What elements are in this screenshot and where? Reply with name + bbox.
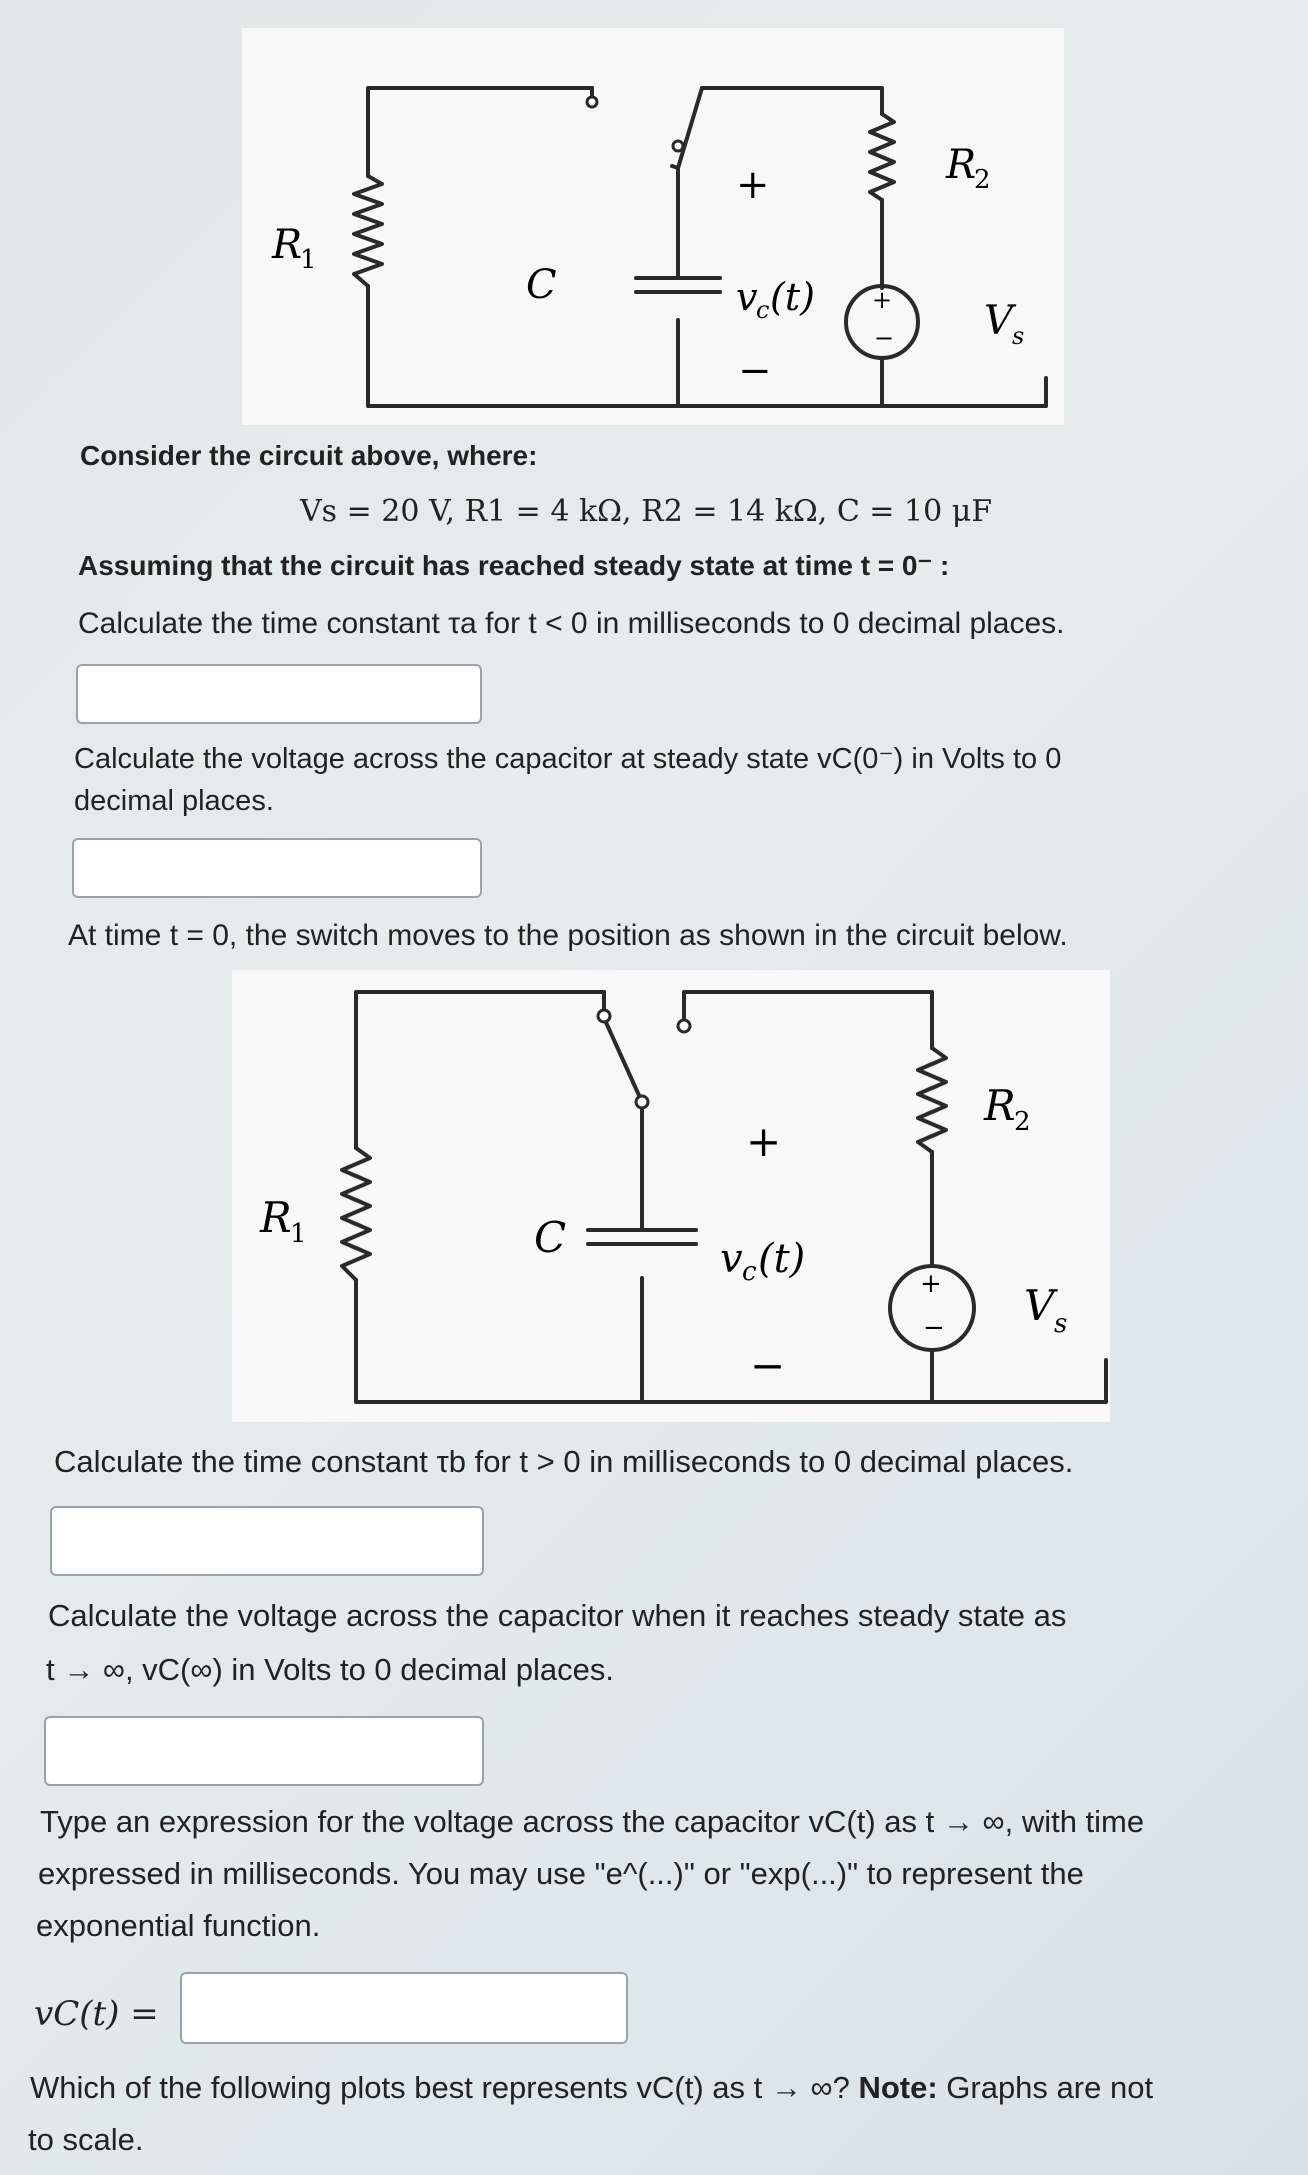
question-plot-text-b: Graphs are not (937, 2070, 1154, 2105)
question-plot-line1 (30, 2066, 1153, 2111)
vs-label: V (984, 298, 1013, 344)
vc-arg: (t) (758, 1236, 806, 1282)
question-vc-inf-line1: Calculate the voltage across the capacitor when it reaches steady state as (48, 1598, 1067, 1633)
switch-contact-right (678, 1020, 690, 1032)
r1-label: R (272, 222, 303, 268)
circuit-bottom-svg (232, 970, 1110, 1422)
switch-note: At time t = 0, the switch moves to the position as shown in the circuit below. (68, 919, 1068, 952)
plus-sign: + (746, 1117, 782, 1166)
switch-pivot (673, 141, 683, 151)
given-values: Vs = 20 V, R1 = 4 kΩ, R2 = 14 kΩ, C = 10 μF (300, 494, 993, 529)
minus-sign: − (738, 348, 772, 394)
tau-b-input[interactable] (52, 1508, 482, 1574)
vs-label: V (1024, 1281, 1055, 1330)
source-plus: + (920, 1269, 942, 1299)
tau-b-answer-box[interactable] (50, 1506, 484, 1576)
r1-label: R (260, 1193, 292, 1242)
r2-label: R (984, 1081, 1016, 1130)
c-label: C (526, 262, 557, 308)
expression-label: vC(t) = (34, 1994, 159, 2034)
intro-text: Consider the circuit above, where: (80, 440, 538, 471)
source-minus: − (874, 324, 895, 352)
switch-pivot (636, 1096, 648, 1108)
source-plus: + (872, 286, 893, 314)
switch-contact-left (598, 1010, 610, 1022)
circuit-top-svg (242, 28, 1064, 425)
circuit-diagram-top (242, 28, 1064, 425)
vc-arg: (t) (770, 275, 815, 319)
question-plot-text-a: Which of the following plots best represents vC(t) as t → ∞? (30, 2070, 859, 2105)
switch-contact-left (587, 97, 597, 107)
c-label: C (534, 1213, 567, 1262)
tau-a-input[interactable] (78, 666, 480, 722)
r2-subscript: 2 (1014, 1107, 1031, 1137)
vs-subscript: s (1054, 1309, 1068, 1339)
r1-subscript: 1 (290, 1219, 307, 1249)
vc-label: v (720, 1236, 743, 1282)
assumption-text: Assuming that the circuit has reached steady state at time t = 0⁻ : (78, 550, 950, 581)
r2-subscript: 2 (974, 165, 991, 195)
question-plot-line2: to scale. (28, 2122, 144, 2157)
question-vc-inf-line2: t → ∞, vC(∞) in Volts to 0 decimal places. (46, 1652, 614, 1687)
vc-expression-answer-box[interactable] (180, 1972, 628, 2044)
vc-subscript: c (756, 296, 770, 324)
vc-label: v (736, 275, 758, 319)
r1-subscript: 1 (300, 245, 317, 275)
note-label: Note: (858, 2070, 938, 2105)
question-expression-line3: exponential function. (36, 1908, 321, 1943)
vc-inf-answer-box[interactable] (44, 1716, 484, 1786)
vc-0minus-input[interactable] (74, 840, 480, 896)
question-vc-0minus-line2: decimal places. (74, 785, 274, 817)
question-tau-b: Calculate the time constant τb for t > 0 in milliseconds to 0 decimal places. (54, 1444, 1074, 1479)
vc-subscript: c (742, 1257, 757, 1287)
circuit-diagram-bottom (232, 970, 1110, 1422)
question-expression-line1: Type an expression for the voltage across the capacitor vC(t) as t → ∞, with time (40, 1804, 1145, 1839)
minus-sign: − (750, 1341, 786, 1390)
source-minus: − (923, 1313, 945, 1343)
vc-expression-input[interactable] (182, 1974, 626, 2042)
tau-a-answer-box[interactable] (76, 664, 482, 724)
vs-subscript: s (1012, 322, 1025, 350)
question-expression-line2: expressed in milliseconds. You may use "e^(...)" or "exp(...)" to represent the (38, 1856, 1084, 1891)
r2-label: R (946, 142, 977, 188)
question-tau-a: Calculate the time constant τa for t < 0 in milliseconds to 0 decimal places. (78, 607, 1065, 640)
plus-sign: + (736, 162, 770, 208)
vc-inf-input[interactable] (46, 1718, 482, 1784)
vc-0minus-answer-box[interactable] (72, 838, 482, 898)
question-vc-0minus-line1: Calculate the voltage across the capacitor at steady state vC(0⁻) in Volts to 0 (74, 743, 1062, 775)
